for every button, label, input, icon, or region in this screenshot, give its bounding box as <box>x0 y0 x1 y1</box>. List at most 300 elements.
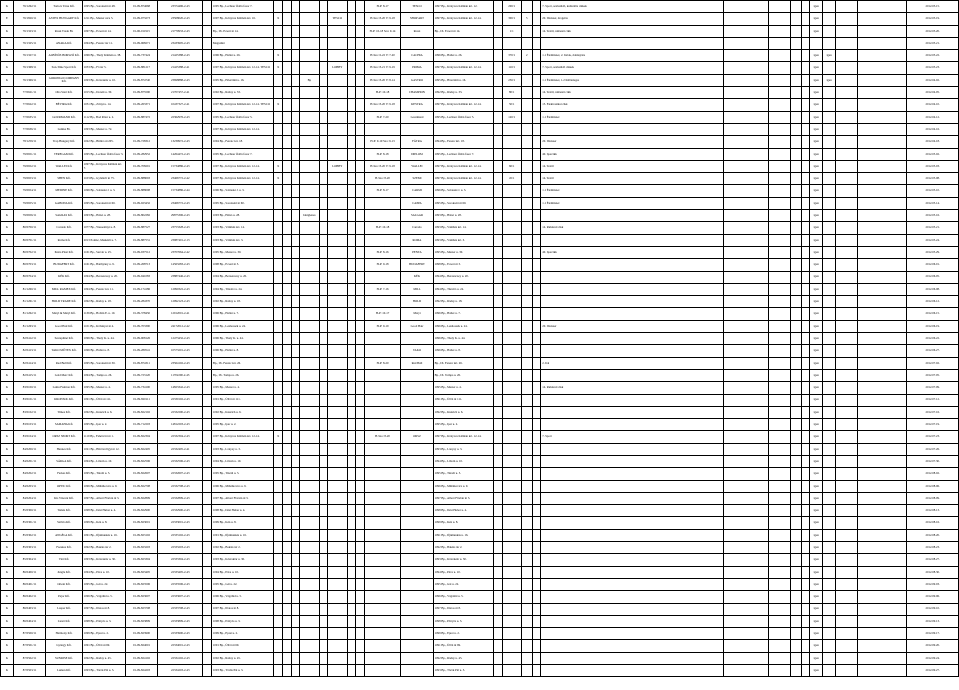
table-cell: 1095 Bp., Gát u. 22. <box>211 578 273 590</box>
table-cell <box>493 369 502 381</box>
table-cell: 40. Iparcikk <box>541 246 724 258</box>
table-cell <box>790 468 801 480</box>
table-cell <box>328 1 347 13</box>
table-cell <box>401 554 433 566</box>
table-cell <box>836 652 858 664</box>
table-cell: Bp., IX. Ecseri út 14. <box>211 25 273 37</box>
table-cell: igen <box>810 185 823 197</box>
table-cell <box>282 443 291 455</box>
table-cell <box>790 160 801 172</box>
table-cell <box>433 37 493 49</box>
table-cell <box>291 222 300 234</box>
table-row <box>1 492 959 504</box>
table-cell <box>319 578 328 590</box>
table-cell <box>823 640 836 652</box>
table-cell <box>347 345 356 357</box>
table-cell <box>356 25 365 37</box>
table-cell <box>857 50 907 62</box>
table-cell <box>836 1 858 13</box>
table-cell: 14. Textil, ruházati cikk <box>541 25 724 37</box>
table-cell: FÁTRA <box>401 136 433 148</box>
table-cell <box>857 333 907 345</box>
table-cell: 86/0401/11 <box>13 578 45 590</box>
table-cell <box>291 148 300 160</box>
table-cell: 01-09-378450 <box>125 308 157 320</box>
table-row <box>1 320 959 332</box>
table-cell <box>356 345 365 357</box>
table-cell: igen <box>810 505 823 517</box>
table-cell: igen <box>810 197 823 209</box>
table-cell: 22332304-2-43 <box>158 431 203 443</box>
table-cell <box>319 173 328 185</box>
table-cell <box>328 578 347 590</box>
table-cell: CHAMPION <box>401 87 433 99</box>
table-cell: K <box>1 148 14 160</box>
table-cell <box>532 517 541 529</box>
table-cell: K <box>1 333 14 345</box>
table-cell: K <box>1 283 14 295</box>
table-row <box>1 160 959 172</box>
table-cell <box>532 640 541 652</box>
table-cell <box>801 591 810 603</box>
table-cell <box>274 271 283 283</box>
table-cell <box>356 529 365 541</box>
table-cell: igen <box>810 603 823 615</box>
table-cell <box>493 37 502 49</box>
table-cell <box>541 554 724 566</box>
table-cell: 79/0655/11 <box>13 197 45 209</box>
table-cell <box>203 62 212 74</box>
table-row <box>1 333 959 345</box>
table-cell <box>328 419 347 431</box>
table-cell: igen <box>810 492 823 504</box>
table-cell <box>790 111 801 123</box>
table-cell <box>291 283 300 295</box>
table-cell: 1093 Bp., Hátsó u. 28. <box>82 210 125 222</box>
table-cell: 01-09-875590 <box>125 87 157 99</box>
table-cell <box>724 382 769 394</box>
table-cell <box>347 505 356 517</box>
table-cell <box>836 542 858 554</box>
table-cell <box>790 603 801 615</box>
table-cell <box>801 123 810 135</box>
table-cell <box>541 333 724 345</box>
table-cell: Roma Kft. <box>46 234 83 246</box>
table-cell <box>319 74 328 86</box>
table-cell <box>356 542 365 554</box>
table-cell <box>724 652 769 664</box>
table-cell <box>493 566 502 578</box>
table-cell <box>823 37 836 49</box>
table-cell <box>823 136 836 148</box>
table-cell <box>300 566 319 578</box>
table-cell <box>790 431 801 443</box>
table-cell <box>521 431 532 443</box>
table-cell <box>790 517 801 529</box>
table-cell: 13239972-2-43 <box>158 136 203 148</box>
table-cell <box>356 566 365 578</box>
table-cell: 01-09-888098 <box>125 185 157 197</box>
table-cell <box>769 271 791 283</box>
table-cell: 22332200-2-43 <box>158 406 203 418</box>
table-cell <box>801 1 810 13</box>
table-cell <box>532 13 541 25</box>
table-cell <box>203 210 212 222</box>
table-cell <box>300 62 319 74</box>
table-cell <box>541 210 724 222</box>
table-cell <box>541 419 724 431</box>
table-cell: 1097 Bp., Könyves Kálmán krt. 12-14. <box>433 431 493 443</box>
table-cell <box>328 406 347 418</box>
table-cell <box>521 283 532 295</box>
table-cell <box>541 591 724 603</box>
table-cell: 80/0700/11 <box>13 222 45 234</box>
table-cell: 1097 Bp., Könyves Kálmán krt. 12-14. <box>211 123 273 135</box>
table-cell: igen <box>810 566 823 578</box>
table-cell <box>502 308 521 320</box>
table-cell <box>356 1 365 13</box>
table-cell <box>724 665 769 677</box>
table-cell <box>823 517 836 529</box>
table-cell: 1022 Bp., Bimbó út 205. <box>82 136 125 148</box>
table-cell: Megszűnt <box>211 37 273 49</box>
table-cell <box>328 554 347 566</box>
table-cell: 2012.09.13. <box>907 615 959 627</box>
table-cell <box>319 160 328 172</box>
table-cell: 1097 Bp., Albert Flórián út 3. <box>433 492 493 504</box>
table-cell: K <box>1 308 14 320</box>
table-cell <box>532 234 541 246</box>
table-cell <box>401 369 433 381</box>
table-cell <box>347 74 356 86</box>
table-cell: igen <box>810 517 823 529</box>
table-cell: 2012.07.16. <box>907 406 959 418</box>
table-cell <box>790 640 801 652</box>
table-cell <box>203 25 212 37</box>
table-cell <box>823 578 836 590</box>
table-cell <box>823 406 836 418</box>
table-cell <box>502 603 521 615</box>
table-cell: 1.1 Élelmiszer <box>541 111 724 123</box>
table-cell: 23374496-2-43 <box>158 1 203 13</box>
table-cell: K <box>1 554 14 566</box>
table-cell: 2012.05.03. <box>907 160 959 172</box>
table-cell <box>823 210 836 222</box>
table-cell <box>801 13 810 25</box>
table-cell: 1092 Bp., Bakáts tér 2. <box>82 542 125 554</box>
table-cell <box>532 123 541 135</box>
table-cell <box>857 517 907 529</box>
table-cell <box>282 160 291 172</box>
table-cell: K <box>1 25 14 37</box>
table-cell <box>836 210 858 222</box>
table-cell: 1094 Bp., Berzenczey u. 20. <box>433 271 493 283</box>
table-cell <box>769 652 791 664</box>
table-cell <box>541 468 724 480</box>
table-cell <box>801 517 810 529</box>
table-cell <box>836 37 858 49</box>
table-cell <box>823 505 836 517</box>
table-cell: 2012.04.16. <box>907 123 959 135</box>
table-cell: 7. Sport, szabadidő cikkek <box>541 62 724 74</box>
table-cell: 1093 Bp., Hátsó u. 28. <box>433 210 493 222</box>
table-cell <box>836 99 858 111</box>
table-cell <box>836 283 858 295</box>
table-cell <box>319 628 328 640</box>
table-cell <box>203 37 212 49</box>
table-cell: 2012.04.05. <box>907 87 959 99</box>
table-cell: igen <box>810 246 823 258</box>
table-cell <box>521 566 532 578</box>
table-cell <box>282 419 291 431</box>
table-cell <box>724 111 769 123</box>
table-cell <box>319 419 328 431</box>
table-cell: 12990322-2-43 <box>158 283 203 295</box>
table-cell: 1095 Bp., Soroksári út 60. <box>82 197 125 209</box>
table-cell <box>203 406 212 418</box>
table-cell <box>823 652 836 664</box>
table-cell <box>502 419 521 431</box>
table-cell: 2. Ital <box>541 357 724 369</box>
table-cell: 81/1261/11 <box>13 296 45 308</box>
table-cell: 2012.03.22. <box>907 50 959 62</box>
table-cell: Tom és Társa Kft. <box>46 1 83 13</box>
table-cell: 1096 Bp., Haller u. 7. <box>211 308 273 320</box>
table-cell: 2012.06.27. <box>907 345 959 357</box>
table-cell <box>541 517 724 529</box>
table-cell: 1094 Bp., Ferenc tér 11. <box>82 37 125 49</box>
table-cell: K <box>1 665 14 677</box>
table-cell: 1098 Bp., Ecseri út 3. <box>433 259 493 271</box>
table-cell <box>801 74 810 86</box>
table-cell <box>532 197 541 209</box>
table-cell: H-P: 8-20 <box>364 357 401 369</box>
table-cell: igen <box>810 283 823 295</box>
table-cell <box>300 591 319 603</box>
table-cell: Good Hair Kft. <box>46 320 83 332</box>
table-cell <box>319 136 328 148</box>
table-cell <box>401 455 433 467</box>
table-row <box>1 591 959 603</box>
table-cell: 20. Illatszer <box>541 136 724 148</box>
table-cell <box>790 382 801 394</box>
table-cell <box>836 628 858 640</box>
table-cell: 1091 Bp., Üllői út 69. <box>82 640 125 652</box>
table-cell <box>300 13 319 25</box>
table-cell <box>291 320 300 332</box>
table-cell: 20. Illatszer, drogéria <box>541 13 724 25</box>
table-cell <box>364 197 401 209</box>
table-cell <box>291 554 300 566</box>
table-cell <box>790 1 801 13</box>
table-cell <box>300 480 319 492</box>
table-cell <box>328 87 347 99</box>
table-row <box>1 123 959 135</box>
table-row <box>1 542 959 554</box>
table-cell <box>790 480 801 492</box>
table-cell <box>356 74 365 86</box>
table-cell <box>724 603 769 615</box>
table-cell: 1096 Bp., Sobieski J. u. 3. <box>433 185 493 197</box>
table-cell <box>203 160 212 172</box>
table-cell: BUDAFERT Kft. <box>46 259 83 271</box>
table-row <box>1 431 959 443</box>
table-cell <box>801 419 810 431</box>
table-cell <box>769 173 791 185</box>
table-cell <box>203 640 212 652</box>
table-cell <box>356 62 365 74</box>
table-cell <box>300 443 319 455</box>
table-cell: 01-09-268713 <box>125 259 157 271</box>
table-cell <box>364 296 401 308</box>
table-cell: igen <box>810 222 823 234</box>
table-cell <box>857 210 907 222</box>
table-cell <box>356 246 365 258</box>
table-cell <box>493 505 502 517</box>
table-cell <box>493 197 502 209</box>
table-cell: 1096 Bp., Mihálkovics u. 9. <box>211 480 273 492</box>
table-cell: 01-09-822102 <box>125 406 157 418</box>
table-cell <box>521 542 532 554</box>
table-cell <box>502 283 521 295</box>
table-cell: 2012.07.23. <box>907 431 959 443</box>
table-cell <box>300 603 319 615</box>
table-cell <box>203 554 212 566</box>
table-cell <box>521 615 532 627</box>
table-cell <box>282 283 291 295</box>
table-cell <box>790 246 801 258</box>
table-cell: igen <box>810 443 823 455</box>
table-cell: 300/1 <box>502 13 521 25</box>
table-cell <box>493 578 502 590</box>
table-cell: 1095 Bp., Gát u. 22. <box>433 578 493 590</box>
table-cell: SAGRAS Kft. <box>46 210 83 222</box>
table-cell <box>356 283 365 295</box>
table-cell <box>203 517 212 529</box>
table-cell: 85/0300/11 <box>13 505 45 517</box>
table-cell <box>836 123 858 135</box>
table-cell <box>532 665 541 677</box>
table-cell <box>541 345 724 357</box>
table-cell <box>300 665 319 677</box>
table-cell: GORONGO COMPANY Kft. <box>46 74 83 86</box>
table-cell <box>347 419 356 431</box>
table-cell: 1094 Bp., Ferenc krt. 18. <box>433 136 493 148</box>
table-cell: K <box>1 578 14 590</box>
table-row <box>1 74 959 86</box>
table-cell <box>857 529 907 541</box>
table-row <box>1 197 959 209</box>
table-cell: 1093 Bp., Vámház krt. 14. <box>433 222 493 234</box>
table-cell <box>769 1 791 13</box>
table-cell <box>364 369 401 381</box>
table-cell <box>769 148 791 160</box>
table-cell: 22333304-2-43 <box>158 554 203 566</box>
table-cell: 11702200-2-43 <box>158 369 203 381</box>
table-cell <box>203 591 212 603</box>
table-cell <box>541 603 724 615</box>
table-cell <box>836 111 858 123</box>
table-cell <box>724 222 769 234</box>
table-cell <box>364 382 401 394</box>
table-cell <box>347 468 356 480</box>
table-cell <box>541 37 724 49</box>
table-cell: igen <box>810 50 823 62</box>
table-cell: 1092 Bp., Ráday u. 33. <box>433 87 493 99</box>
table-cell: Red Bull Kft. <box>46 357 83 369</box>
table-cell <box>724 529 769 541</box>
table-cell <box>541 394 724 406</box>
table-cell: Lumka Bt. <box>46 123 83 135</box>
table-cell <box>801 554 810 566</box>
table-cell <box>857 431 907 443</box>
table-cell <box>319 25 328 37</box>
table-cell <box>347 443 356 455</box>
table-cell <box>282 173 291 185</box>
table-cell <box>541 566 724 578</box>
table-cell <box>347 492 356 504</box>
table-cell: 14. Ruházati cikk <box>541 382 724 394</box>
table-cell <box>300 615 319 627</box>
table-cell <box>300 246 319 258</box>
table-cell <box>364 505 401 517</box>
table-cell <box>823 1 836 13</box>
table-cell <box>790 369 801 381</box>
table-cell: 2012.05.21. <box>907 222 959 234</box>
table-cell: 14. Textil <box>541 173 724 185</box>
table-cell <box>203 148 212 160</box>
table-cell: 01-09-823203 <box>125 542 157 554</box>
table-cell <box>158 123 203 135</box>
table-cell: K <box>1 357 14 369</box>
table-cell: igen <box>810 1 823 13</box>
table-cell: Hannes Kft. <box>46 443 83 455</box>
table-cell <box>541 234 724 246</box>
table-cell <box>801 665 810 677</box>
table-cell <box>769 87 791 99</box>
table-cell <box>203 296 212 308</box>
table-cell <box>347 296 356 308</box>
table-cell: 21707457-2-41 <box>158 87 203 99</box>
table-cell <box>532 308 541 320</box>
table-cell <box>291 111 300 123</box>
table-cell <box>790 259 801 271</box>
table-cell: Lasper Kft. <box>46 603 83 615</box>
table-cell <box>300 652 319 664</box>
table-cell: 22334102-2-43 <box>158 652 203 664</box>
table-cell <box>502 542 521 554</box>
table-cell: 1097 Bp., Könyves Kálmán krt. 12-14. <box>433 160 493 172</box>
table-cell <box>801 197 810 209</box>
table-cell <box>291 652 300 664</box>
table-cell <box>521 222 532 234</box>
table-cell <box>724 136 769 148</box>
table-cell <box>401 603 433 615</box>
table-cell: 77/0636/11 <box>13 123 45 135</box>
table-cell <box>356 468 365 480</box>
table-cell: 14264472-2-43 <box>158 148 203 160</box>
table-cell <box>724 320 769 332</box>
table-cell: 01-09-923432 <box>125 197 157 209</box>
table-cell: 01-09-712203 <box>125 419 157 431</box>
table-cell <box>502 578 521 590</box>
table-cell <box>493 394 502 406</box>
table-cell: 01-09-887527 <box>125 222 157 234</box>
table-cell: 1091 Bp., Üllői út 69. <box>211 640 273 652</box>
table-cell: 2013 Pomáz, Muskátli u. 7. <box>82 234 125 246</box>
table-cell <box>328 455 347 467</box>
table-cell: igen <box>810 148 823 160</box>
